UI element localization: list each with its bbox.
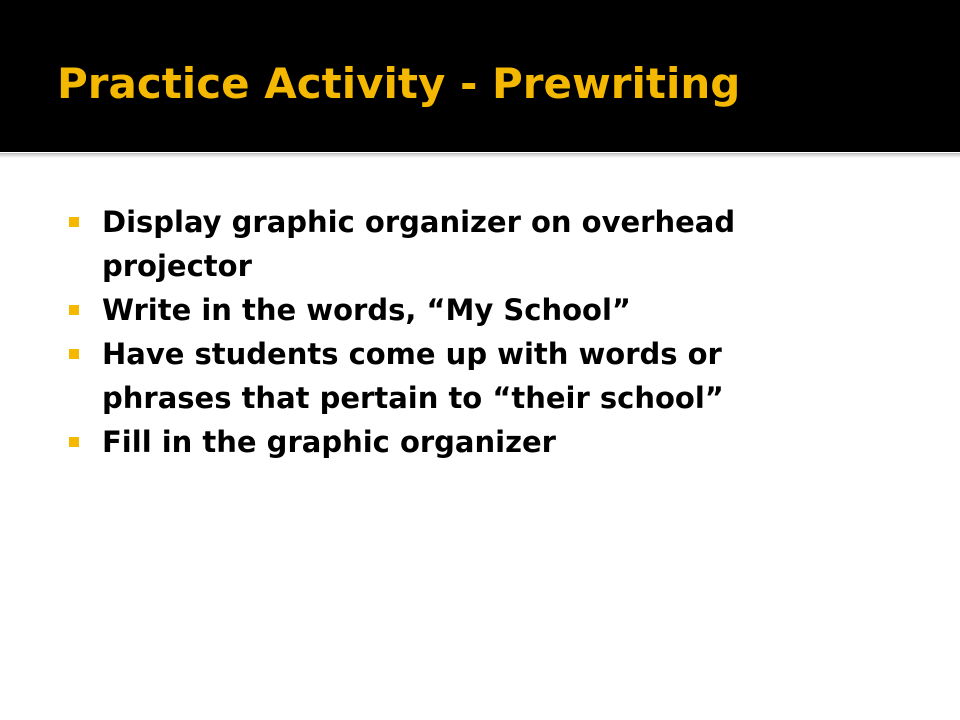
bullet-list — [68, 200, 848, 464]
bullet-item — [68, 332, 848, 420]
title-divider — [0, 153, 960, 158]
bullet-text: Have students come up with words or phrases that pertain to “their school” — [102, 337, 724, 415]
bullet-item — [68, 200, 848, 288]
square-bullet-icon — [69, 437, 79, 447]
title-band — [0, 0, 960, 152]
bullet-text: Write in the words, “My School” — [102, 293, 631, 327]
square-bullet-icon — [69, 305, 79, 315]
square-bullet-icon — [69, 349, 79, 359]
bullet-text: Display graphic organizer on overhead projector — [102, 205, 736, 283]
bullet-item — [68, 420, 848, 464]
bullet-text: Fill in the graphic organizer — [102, 425, 556, 459]
slide-title: Practice Activity - Prewriting — [57, 59, 741, 108]
bullet-item — [68, 288, 848, 332]
square-bullet-icon — [69, 217, 79, 227]
